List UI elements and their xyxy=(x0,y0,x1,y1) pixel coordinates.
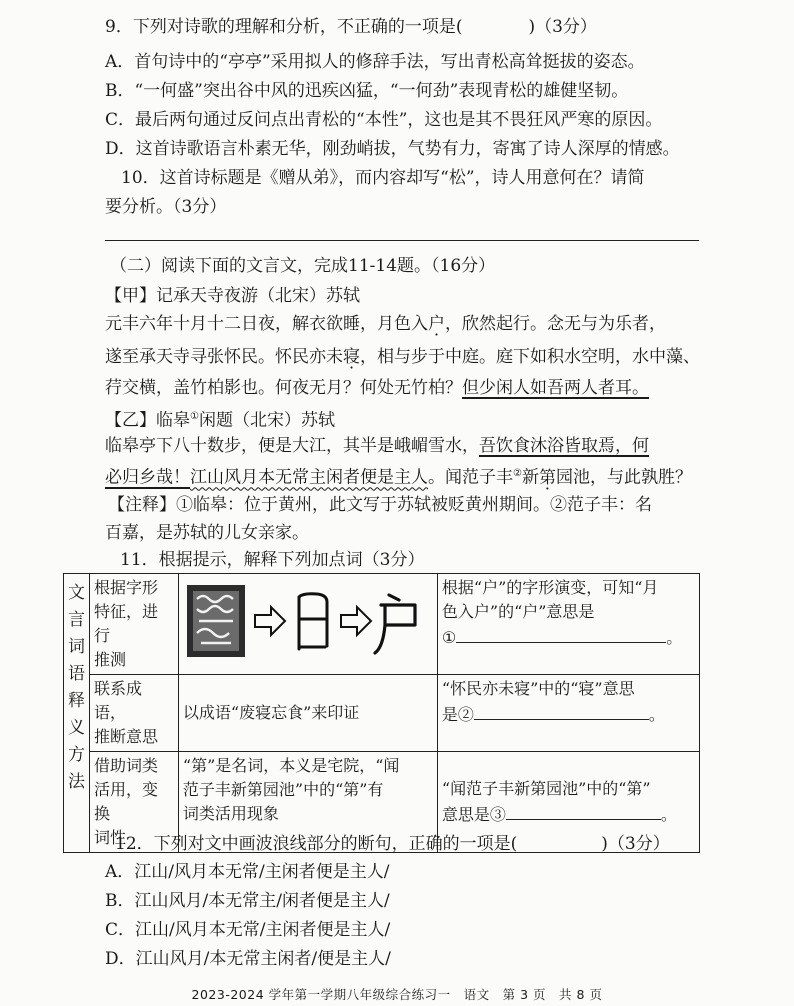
q11-method-table xyxy=(63,573,700,853)
question-cell-3: “闻范子丰新第园池”中的“第” 意思是③ 。 xyxy=(437,752,699,853)
q11-stem: 11．根据提示，解释下列加点词（3分） xyxy=(120,550,425,570)
text-span: 闲题（北宋）苏轼 xyxy=(198,410,335,431)
text-span: 临皋亭下八十数步，便是大江，其半是峨嵋雪水， xyxy=(105,436,479,456)
section2-header: （二）阅读下面的文言文，完成11-14题。（16分） xyxy=(110,256,496,276)
ancient-glyph-icon xyxy=(187,585,245,657)
evidence-text: 词类活用现象 xyxy=(182,804,279,823)
q9-option-c: C．最后两句通过反问点出青松的“本性”，这也是其不畏狂风严寒的原因。 xyxy=(105,110,663,130)
side-char: 词 xyxy=(68,637,85,657)
question-text: 根据“户”的字形演变，可知“月 xyxy=(441,578,659,597)
arrow-right-icon xyxy=(341,607,371,635)
arrow-right-icon xyxy=(255,607,285,635)
modern-glyph-icon xyxy=(375,595,415,653)
q9-option-d: D．这首诗歌语言朴素无华，刚劲峭拔，气势有力，寄寓了诗人深厚的情感。 xyxy=(105,139,680,159)
seal-glyph-icon xyxy=(299,593,327,648)
q9-score: )（3分） xyxy=(528,17,597,37)
q9-stem-text: 9．下列对诗歌的理解和分析，不正确的一项是( xyxy=(105,17,463,37)
question-text: 色入户”的“户”意思是 xyxy=(441,602,595,621)
side-char: 言 xyxy=(68,610,85,630)
answer-label: 意思是③ xyxy=(441,805,506,824)
evidence-cell-2 xyxy=(178,675,437,752)
evidence-cell-1 xyxy=(178,574,437,675)
q12-option-b: B．江山风月/本无常主/闲者便是主人/ xyxy=(105,891,390,911)
question-text: “怀民亦未寝”中的“寝”意思 xyxy=(441,679,635,698)
note-line2: 百嘉，是苏轼的儿女亲家。 xyxy=(105,523,309,543)
dotted-word-di: 第 xyxy=(538,467,556,488)
q9-stem xyxy=(105,15,597,39)
footnote-marker: ② xyxy=(513,468,522,479)
side-char: 方 xyxy=(68,745,85,765)
glyph-evolution xyxy=(183,581,433,661)
question-text: “闻范子丰新第园池”中的“第” xyxy=(441,779,651,798)
dotted-word-hu: 户 xyxy=(428,314,445,334)
method-cell-2 xyxy=(90,675,179,752)
jia-line1 xyxy=(105,312,666,336)
q10-line1: 10．这首诗标题是《赠从弟》，而内容却写“松”，诗人用意何在？请简 xyxy=(121,168,645,188)
text-span: 【乙】临皋 xyxy=(105,410,190,431)
method-text: 推断意思 xyxy=(94,727,159,746)
side-label xyxy=(64,574,90,853)
underlined-sentence: 但少闲人如吾两人者耳。 xyxy=(462,378,649,398)
text-span: ，相与步于中庭。庭下如积水空明，水中藻、 xyxy=(360,347,700,367)
q9-option-b: B．“一何盛”突出谷中风的迅疾凶猛，“一何劲”表现青松的雄健坚韧。 xyxy=(105,81,629,101)
method-text: 活用，变换 xyxy=(94,780,159,823)
method-text: 借助词类 xyxy=(94,756,159,775)
wavy-underlined-sentence: 江山风月本无常主闲者便是主人 xyxy=(190,467,428,488)
text-span: 遂至承天寺寻张怀民。怀民亦未 xyxy=(105,347,343,367)
yi-line1 xyxy=(105,434,649,458)
jia-line2 xyxy=(105,345,700,369)
side-char: 语 xyxy=(68,664,85,684)
text-span: 。闻范子丰 xyxy=(428,467,513,488)
page-footer: 2023-2024 学年第一学期八年级综合练习一 语文 第 3 页 共 8 页 xyxy=(191,987,603,1002)
q12-stem xyxy=(115,832,670,856)
method-text: 联系成语， xyxy=(94,679,143,722)
answer-label: ① xyxy=(441,628,457,647)
evidence-text: 范子丰新第园池”中的“第”有 xyxy=(182,780,384,799)
method-text: 词性 xyxy=(94,828,127,847)
method-text: 推测 xyxy=(94,650,127,669)
q9-option-a: A．首句诗中的“亭亭”采用拟人的修辞手法，写出青松高耸挺拔的姿态。 xyxy=(105,52,645,72)
method-text: 特征，进行 xyxy=(94,602,159,645)
dotted-word-qin: 寝 xyxy=(343,347,360,367)
footnote-marker: ① xyxy=(190,411,199,422)
method-text: 根据字形 xyxy=(94,578,159,597)
q12-option-a: A．江山/风月本无常/主闲者便是主人/ xyxy=(105,862,390,882)
answer-label: 是② xyxy=(441,705,474,724)
side-char: 释 xyxy=(68,691,85,711)
question-cell-1: 根据“户”的字形演变，可知“月 色入户”的“户”意思是 ① 。 xyxy=(437,574,699,675)
evidence-text: “第”是名词，本义是宅院，“闻 xyxy=(182,756,400,775)
underlined-sentence: 必归乡哉！ xyxy=(105,467,190,488)
answer-blank-3[interactable] xyxy=(506,801,661,820)
answer-blank-2[interactable] xyxy=(474,701,649,720)
jia-title: 【甲】记承天寺夜游（北宋）苏轼 xyxy=(105,286,360,306)
q12-stem-text: 12．下列对文中画波浪线部分的断句，正确的一项是( xyxy=(115,834,518,854)
q10-answer-line[interactable] xyxy=(105,240,699,241)
method-cell-1 xyxy=(90,574,179,675)
q12-option-d: D．江山风月/本无常主闲者/便是主人/ xyxy=(105,949,391,969)
jia-line3 xyxy=(105,376,649,400)
underlined-sentence: 吾饮食沐浴皆取焉，何 xyxy=(479,436,649,456)
side-char: 法 xyxy=(68,772,85,792)
q12-option-c: C．江山/风月本无常/主闲者便是主人/ xyxy=(105,920,391,940)
text-span: ，欣然起行。念无与为乐者， xyxy=(445,314,666,334)
question-cell-2: “怀民亦未寝”中的“寝”意思 是② 。 xyxy=(437,675,699,752)
answer-blank-1[interactable] xyxy=(456,624,666,643)
text-span: 新 xyxy=(521,467,539,488)
note-line1: 【注释】①临皋：位于黄州，此文写于苏轼被贬黄州期间。②范子丰：名 xyxy=(108,495,652,515)
yi-line2 xyxy=(105,462,692,490)
yi-title xyxy=(105,405,335,433)
side-char: 文 xyxy=(68,583,85,603)
evidence-text: 以成语“废寝忘食”来印证 xyxy=(182,703,360,722)
text-span: 荇交横，盖竹柏影也。何夜无月？何处无竹柏？ xyxy=(105,378,462,398)
text-span: 园池，与此孰胜？ xyxy=(555,467,692,488)
text-span: 元丰六年十月十二日夜，解衣欲睡，月色入 xyxy=(105,314,428,334)
q10-line2: 要分析。（3分） xyxy=(105,197,227,217)
side-char: 义 xyxy=(68,718,85,738)
q12-score: )（3分） xyxy=(601,834,670,854)
